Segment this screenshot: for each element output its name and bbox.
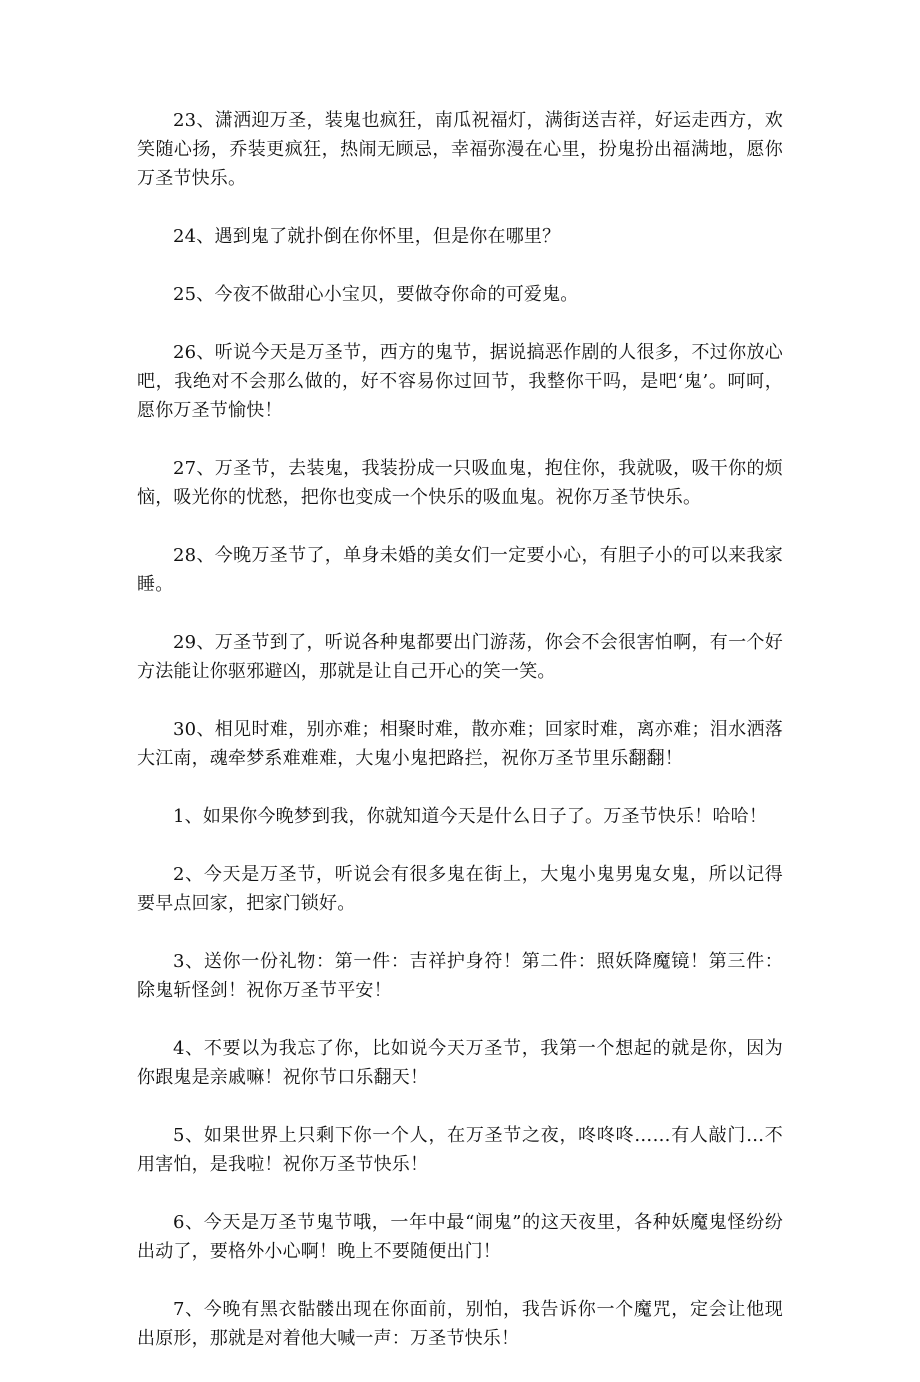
paragraph-4: 4、不要以为我忘了你，比如说今天万圣节，我第一个想起的就是你，因为你跟鬼是亲戚嘛！祝你节口乐翻天！ [137,1038,783,1088]
paragraph-30: 30、相见时难，别亦难；相聚时难，散亦难；回家时难，离亦难；泪水洒落大江南，魂牵梦系难难难，大鬼小鬼把路拦，祝你万圣节里乐翻翻！ [137,719,783,769]
paragraph-2: 2、今天是万圣节，听说会有很多鬼在街上，大鬼小鬼男鬼女鬼，所以记得要早点回家，把家门锁好。 [137,864,783,914]
paragraph-28: 28、今晚万圣节了，单身未婚的美女们一定要小心，有胆子小的可以来我家睡。 [137,545,783,595]
paragraph-29: 29、万圣节到了，听说各种鬼都要出门游荡，你会不会很害怕啊，有一个好方法能让你驱邪避凶，那就是让自己开心的笑一笑。 [137,632,783,682]
paragraph-27: 27、万圣节，去装鬼，我装扮成一只吸血鬼，抱住你，我就吸，吸干你的烦恼，吸光你的忧愁，把你也变成一个快乐的吸血鬼。祝你万圣节快乐。 [137,458,783,508]
paragraph-24: 24、遇到鬼了就扑倒在你怀里，但是你在哪里？ [173,226,561,247]
paragraph-23: 23、潇洒迎万圣，装鬼也疯狂，南瓜祝福灯，满街送吉祥，好运走西方，欢笑随心扬，乔装更疯狂，热闹无顾忌，幸福弥漫在心里，扮鬼扮出福满地，愿你万圣节快乐。 [137,110,783,189]
paragraph-25: 25、今夜不做甜心小宝贝，要做夺你命的可爱鬼。 [173,284,579,305]
paragraph-5: 5、如果世界上只剩下你一个人，在万圣节之夜，咚咚咚……有人敲门…不用害怕，是我啦！祝你万圣节快乐！ [137,1125,783,1175]
paragraph-6: 6、今天是万圣节鬼节哦，一年中最“闹鬼”的这天夜里，各种妖魔鬼怪纷纷出动了，要格外小心啊！晚上不要随便出门！ [137,1212,783,1262]
paragraph-1: 1、如果你今晚梦到我，你就知道今天是什么日子了。万圣节快乐！哈哈！ [173,806,768,827]
paragraph-3: 3、送你一份礼物：第一件：吉祥护身符！第二件：照妖降魔镜！第三件：除鬼斩怪剑！祝你万圣节平安！ [137,951,783,1001]
paragraph-26: 26、听说今天是万圣节，西方的鬼节，据说搞恶作剧的人很多，不过你放心吧，我绝对不会那么做的，好不容易你过回节，我整你干吗，是吧‘鬼’。呵呵，愿你万圣节愉快！ [137,342,783,421]
document-body [137,106,783,1382]
paragraph-7: 7、今晚有黑衣骷髅出现在你面前，别怕，我告诉你一个魔咒，定会让他现出原形，那就是对着他大喊一声：万圣节快乐！ [137,1299,783,1349]
